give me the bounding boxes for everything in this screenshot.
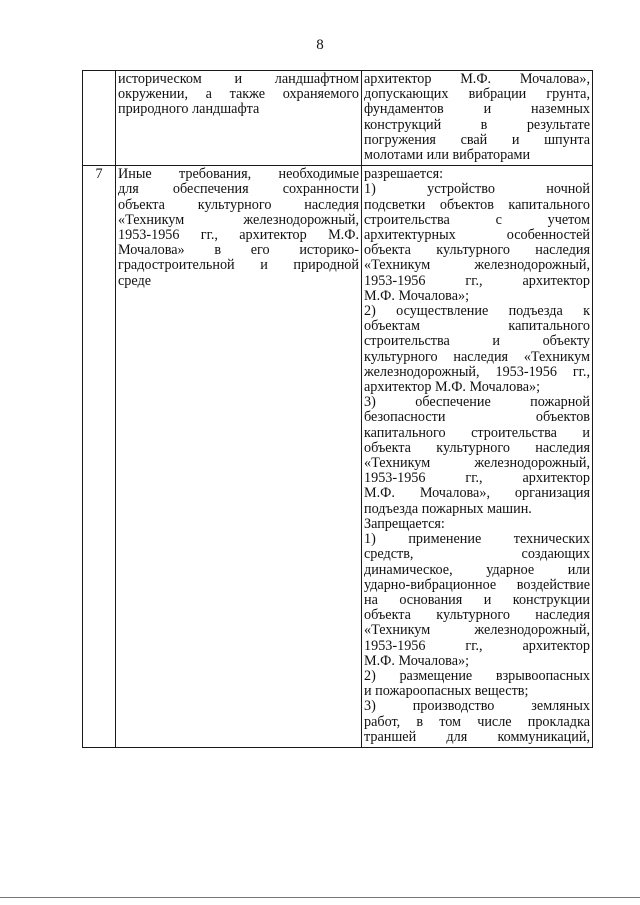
- cell-text-line: фундаментов и наземных: [364, 101, 590, 118]
- cell-text-line: среде: [118, 272, 152, 289]
- row-number-cell: [83, 71, 116, 166]
- cell-text-line: 2) размещение взрывоопасных: [364, 667, 590, 684]
- cell-text-line: объекта культурного наследия: [364, 242, 590, 259]
- cell-text-line: ударно-вибрационное воздействие: [364, 576, 590, 593]
- requirement-text-cell: [362, 166, 593, 748]
- cell-text-line: работ, в том числе прокладка: [364, 713, 590, 730]
- cell-text-line: траншей для коммуникаций,: [364, 728, 590, 745]
- cell-text-line: на основания и конструкции: [364, 591, 590, 608]
- cell-text-line: динамическое, ударное или: [364, 561, 590, 578]
- cell-text-line: 1) применение технических: [364, 531, 590, 548]
- cell-text-line: архитектор М.Ф. Мочалова»;: [364, 379, 541, 396]
- cell-text-line: 1953-1956 гг., архитектор М.Ф.: [118, 227, 359, 244]
- cell-text-line: архитектурных особенностей: [364, 227, 590, 244]
- cell-text-line: молотами или вибраторами: [364, 147, 531, 164]
- cell-text-line: М.Ф. Мочалова»;: [364, 287, 470, 304]
- cell-text-line: строительства с учетом: [364, 211, 590, 228]
- cell-text-line: объекта культурного наследия: [364, 439, 590, 456]
- cell-text-line: объектам капитального: [364, 318, 590, 335]
- cell-text-line: культурного наследия «Техникум: [364, 348, 590, 365]
- row-number-cell: 7: [83, 166, 116, 748]
- cell-text-line: 1953-1956 гг., архитектор: [364, 470, 590, 487]
- requirements-table: [82, 70, 593, 748]
- cell-text-line: для обеспечения сохранности: [118, 181, 359, 198]
- cell-text-line: объекта культурного наследия: [364, 607, 590, 624]
- cell-text-line: конструкций в результате: [364, 116, 590, 133]
- requirement-text-cell: [362, 71, 593, 166]
- cell-text-line: Запрещается:: [364, 515, 445, 532]
- cell-text-line: капитального строительства и: [364, 424, 590, 441]
- cell-text-line: 1) устройство ночной: [364, 181, 590, 198]
- cell-text-line: 3) производство земляных: [364, 698, 590, 715]
- cell-text-line: железнодорожный, 1953-1956 гг.,: [364, 363, 590, 380]
- requirement-name-cell: [116, 71, 362, 166]
- cell-text-line: Мочалова» в его историко-: [118, 242, 359, 259]
- cell-text-line: историческом и ландшафтном: [118, 71, 359, 87]
- cell-text-line: градостроительной и природной: [118, 257, 359, 274]
- cell-text-line: подсветки объектов капитального: [364, 196, 590, 213]
- cell-text-line: 1953-1956 гг., архитектор: [364, 637, 590, 654]
- cell-text-line: 1953-1956 гг., архитектор: [364, 272, 590, 289]
- page-bottom-rule: [0, 897, 640, 898]
- cell-text-line: 2) осуществление подъезда к: [364, 303, 590, 320]
- cell-text-line: средств, создающих: [364, 546, 590, 563]
- cell-text-line: природного ландшафта: [118, 101, 260, 118]
- cell-text-line: М.Ф. Мочалова»;: [364, 652, 470, 669]
- cell-text-line: 3) обеспечение пожарной: [364, 394, 590, 411]
- cell-text-line: разрешается:: [364, 166, 444, 183]
- cell-text-line: «Техникум железнодорожный,: [364, 622, 590, 639]
- cell-text-line: «Техникум железнодорожный,: [118, 211, 359, 228]
- cell-text-line: М.Ф. Мочалова», организация: [364, 485, 590, 502]
- cell-text-line: объекта культурного наследия: [118, 196, 359, 213]
- cell-text-line: «Техникум железнодорожный,: [364, 455, 590, 472]
- cell-text-line: подъезда пожарных машин.: [364, 500, 532, 517]
- cell-text-line: Иные требования, необходимые: [118, 166, 359, 183]
- cell-text-line: «Техникум железнодорожный,: [364, 257, 590, 274]
- cell-text-line: безопасности объектов: [364, 409, 590, 426]
- page-number: 8: [316, 37, 324, 53]
- table-row: [83, 166, 593, 748]
- cell-text-line: строительства и объекту: [364, 333, 590, 350]
- cell-text-line: архитектор М.Ф. Мочалова»,: [364, 71, 590, 87]
- cell-text-line: допускающих вибрации грунта,: [364, 86, 590, 103]
- cell-text-line: погружения свай и шпунта: [364, 131, 590, 148]
- cell-text-line: окружении, а также охраняемого: [118, 86, 359, 103]
- cell-text-line: и пожароопасных веществ;: [364, 683, 529, 700]
- requirement-name-cell: [116, 166, 362, 748]
- table-row: [83, 71, 593, 166]
